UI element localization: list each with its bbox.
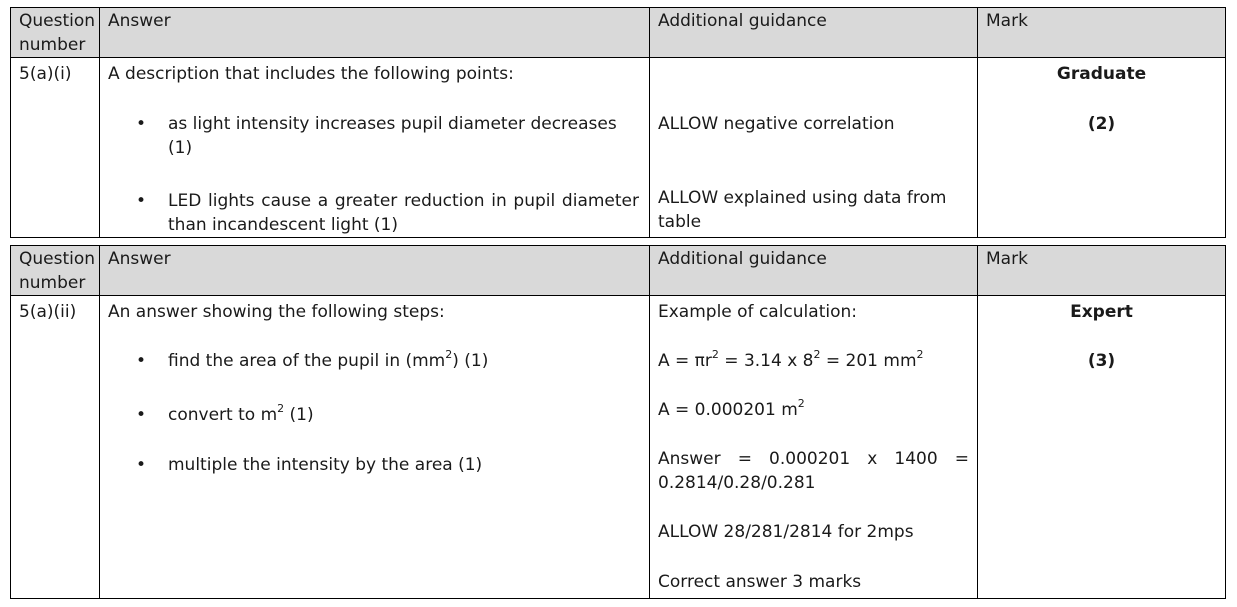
guidance-line: ALLOW negative correlation [658,114,895,134]
calc-text: = 3.14 x 8 [718,351,814,371]
mark-scheme-table-5aii [10,245,1226,599]
calc-text: A = πr [658,351,712,371]
guidance-line: Example of calculation: [658,302,857,322]
answer-point: • LED lights cause a greater reduction in pupil diameter than incandescent light (1) [108,189,641,237]
guidance-cell [650,296,978,599]
answer-intro: An answer showing the following steps: [108,302,445,322]
header-row [11,8,1226,58]
calc-token: 1400 [894,449,938,469]
calc-token: Answer [658,449,721,469]
mark-level: Expert [1070,302,1133,322]
guidance-cell [650,58,978,238]
answer-point: • multiple the intensity by the area (1) [108,453,641,477]
answer-point [108,349,641,373]
guidance-line: Correct answer 3 marks [658,572,862,592]
calc-text: A = 0.000201 m [658,400,798,420]
header-answer: Answer [100,246,650,296]
header-answer: Answer [100,8,650,58]
guidance-calculation [658,447,969,471]
header-additional-guidance: Additional guidance [650,246,978,296]
header-mark: Mark [978,246,1226,296]
answer-cell [100,58,650,238]
answer-intro: A description that includes the following points: [108,64,514,84]
calc-text: = 201 mm [820,351,917,371]
superscript: 2 [277,402,285,416]
question-number: 5(a)(i) [11,58,100,238]
mark-cell [978,296,1226,599]
mark-cell [978,58,1226,238]
answer-point: • as light intensity increases pupil diameter decreases (1) [108,112,641,160]
calc-token: = [737,449,752,469]
header-additional-guidance: Additional guidance [650,8,978,58]
superscript: 2 [916,348,924,362]
answer-point-text: ) (1) [452,351,489,371]
mark-value: (3) [1087,351,1116,371]
calc-token: 0.000201 [769,449,851,469]
answer-point-text: convert to m [168,405,278,425]
guidance-line: ALLOW 28/281/2814 for 2mps [658,522,914,542]
guidance-line: ALLOW explained using data from table [658,188,947,232]
body-row [11,296,1226,599]
superscript: 2 [445,348,453,362]
answer-point [108,403,641,427]
question-number: 5(a)(ii) [11,296,100,599]
superscript: 2 [813,348,821,362]
superscript: 2 [797,397,805,411]
calc-token: = [954,449,969,469]
mark-scheme-table-5ai [10,7,1226,238]
body-row [11,58,1226,238]
header-mark: Mark [978,8,1226,58]
header-question-number: Question number [11,246,100,296]
header-question-number: Question number [11,8,100,58]
superscript: 2 [711,348,719,362]
mark-value: (2) [1087,114,1116,134]
guidance-calculation [658,398,969,422]
guidance-calculation-result: 0.2814/0.28/0.281 [658,473,816,493]
mark-level: Graduate [1056,64,1147,84]
answer-point-text: (1) [284,405,314,425]
guidance-calculation [658,349,969,373]
answer-cell [100,296,650,599]
answer-point-text: find the area of the pupil in (mm [168,351,446,371]
header-row [11,246,1226,296]
calc-token: x [867,449,878,469]
